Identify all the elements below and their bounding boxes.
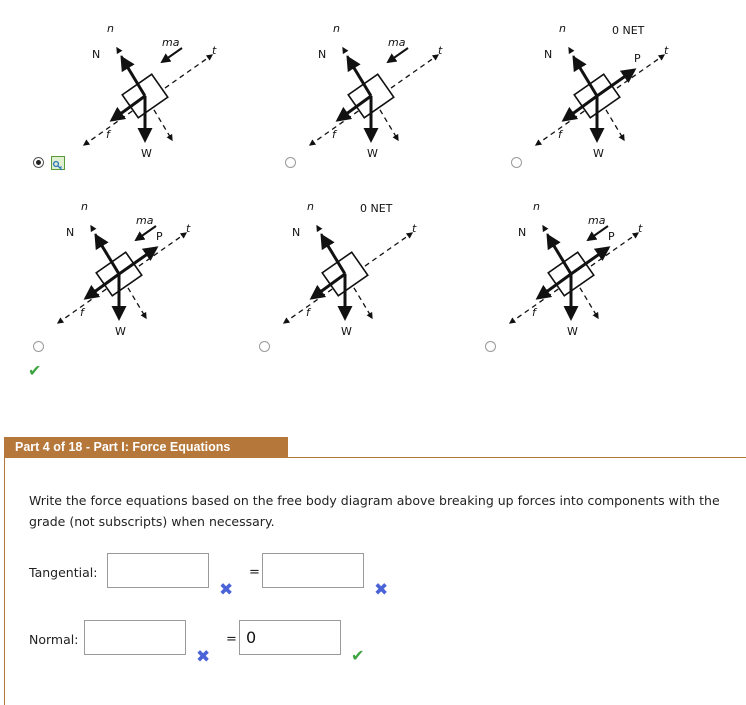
n-label: n: [307, 200, 314, 213]
fbd-choice-1: [62, 20, 232, 170]
tangential-rhs-incorrect-icon: ✖: [374, 580, 389, 600]
N-label: N: [292, 226, 301, 239]
t-label: t: [638, 222, 643, 235]
n-label: n: [533, 200, 540, 213]
t-label: t: [438, 44, 443, 57]
normal-rhs-correct-icon: ✔: [351, 646, 365, 665]
f-label: f: [106, 128, 110, 141]
W-label: W: [115, 325, 126, 338]
fbd-choice-4: [36, 198, 206, 348]
n-label: n: [333, 22, 340, 35]
ma-label: ma: [162, 36, 180, 49]
P-label: P: [156, 230, 163, 243]
W-label: W: [341, 325, 352, 338]
radio-choice-3[interactable]: [511, 157, 522, 168]
N-label: N: [318, 48, 327, 61]
zero-net-label: 0 NET: [612, 24, 645, 37]
ma-label: ma: [388, 36, 406, 49]
f-label: f: [80, 306, 84, 319]
ma-arrow: [136, 226, 156, 240]
fbd-choice-3: [514, 20, 684, 170]
normal-rhs-input[interactable]: [239, 620, 341, 655]
tangential-lhs-input[interactable]: [107, 553, 209, 588]
correct-check-icon: ✔: [28, 361, 42, 380]
tangential-equals: =: [249, 565, 260, 580]
ma-arrow: [388, 48, 408, 62]
radio-choice-6[interactable]: [485, 341, 496, 352]
W-label: W: [141, 147, 152, 160]
part-border: [4, 458, 5, 705]
ma-arrow: [588, 226, 608, 240]
f-label: f: [558, 128, 562, 141]
tangential-rhs-input[interactable]: [262, 553, 364, 588]
W-label: W: [567, 325, 578, 338]
t-label: t: [186, 222, 191, 235]
n-label: n: [107, 22, 114, 35]
t-label: t: [412, 222, 417, 235]
f-label: f: [532, 306, 536, 319]
normal-lhs-incorrect-icon: ✖: [196, 647, 211, 667]
W-label: W: [593, 147, 604, 160]
tangential-lhs-incorrect-icon: ✖: [219, 580, 234, 600]
n-label: n: [559, 22, 566, 35]
ma-label: ma: [136, 214, 154, 227]
N-label: N: [66, 226, 75, 239]
part-header: Part 4 of 18 - Part I: Force Equations: [4, 437, 288, 458]
fbd-choice-5: [262, 198, 432, 348]
P-label: P: [608, 230, 615, 243]
N-label: N: [544, 48, 553, 61]
radio-choice-2[interactable]: [285, 157, 296, 168]
W-label: W: [367, 147, 378, 160]
f-label: f: [332, 128, 336, 141]
normal-lhs-input[interactable]: [84, 620, 186, 655]
ma-label: ma: [588, 214, 606, 227]
N-label: N: [518, 226, 527, 239]
radio-choice-4[interactable]: [33, 341, 44, 352]
ma-arrow: [162, 48, 182, 62]
zero-net-label: 0 NET: [360, 202, 393, 215]
f-label: f: [306, 306, 310, 319]
radio-choice-1[interactable]: [33, 157, 44, 168]
P-label: P: [634, 52, 641, 65]
n-label: n: [81, 200, 88, 213]
answer-key-icon: [51, 156, 65, 170]
question-prompt: Write the force equations based on the free body diagram above breaking up forces into components with the grade (not subscripts) when necessary.: [29, 493, 720, 529]
radio-choice-5[interactable]: [259, 341, 270, 352]
normal-equals: =: [226, 632, 237, 647]
t-label: t: [664, 44, 669, 57]
fbd-choice-6: [488, 198, 658, 348]
tangential-label: Tangential:: [29, 565, 98, 580]
part-divider: [288, 457, 746, 458]
normal-label: Normal:: [29, 632, 79, 647]
t-label: t: [212, 44, 217, 57]
N-label: N: [92, 48, 101, 61]
fbd-choice-2: [288, 20, 458, 170]
